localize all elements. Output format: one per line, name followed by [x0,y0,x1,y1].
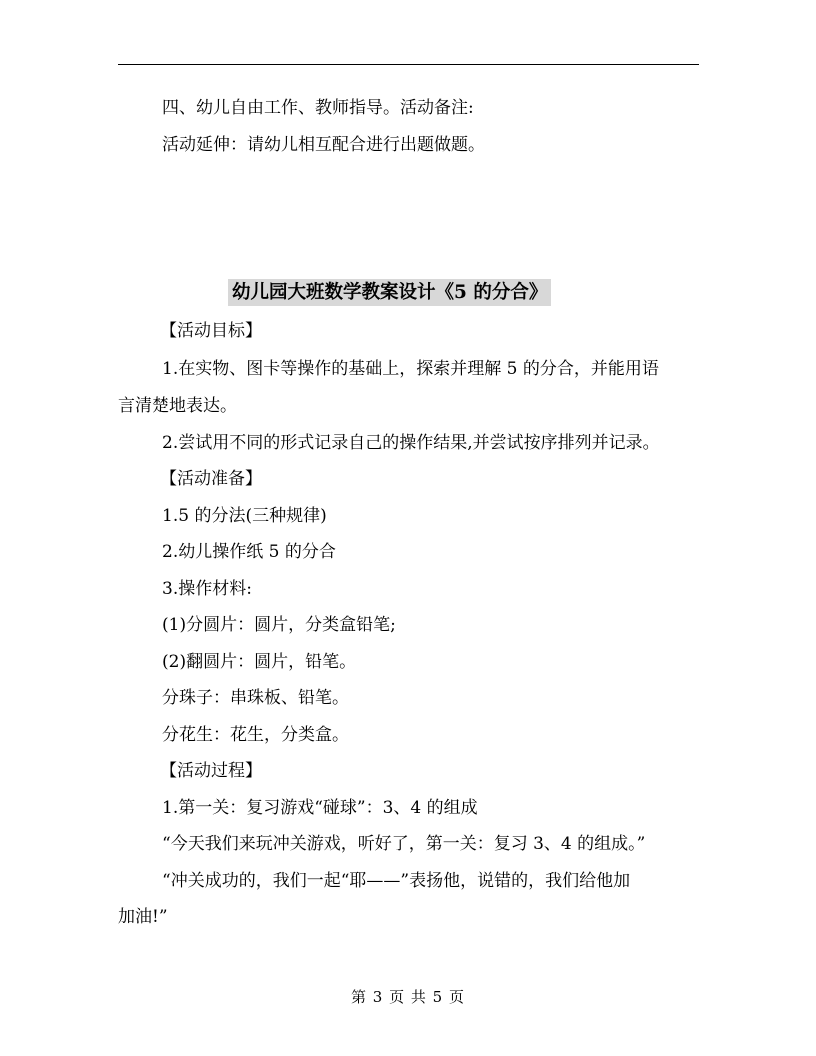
paragraph-line: 1.5 的分法(三种规律) [162,506,327,526]
header-rule [118,64,699,65]
section-heading: 【活动过程】 [160,761,262,781]
paragraph-line: 加油!” [118,907,168,927]
section-heading: 【活动目标】 [160,321,262,341]
paragraph-line: (1)分圆片：圆片，分类盒铅笔; [162,615,396,635]
paragraph-line: 言清楚地表达。 [118,396,237,416]
paragraph-line: “今天我们来玩冲关游戏，听好了，第一关：复习 3、4 的组成。” [162,834,646,854]
paragraph-line: 1.在实物、图卡等操作的基础上，探索并理解 5 的分合，并能用语 [162,359,659,379]
paragraph-line: 3.操作材料: [162,579,252,599]
paragraph-line: “冲关成功的，我们一起“耶——”表扬他，说错的，我们给他加 [162,871,631,891]
paragraph-line: 分花生：花生，分类盒。 [162,725,349,745]
paragraph-line: 活动延伸：请幼儿相互配合进行出题做题。 [162,135,485,155]
paragraph-line: 分珠子：串珠板、铅笔。 [162,688,349,708]
paragraph-line: 四、幼儿自由工作、教师指导。活动备注: [162,98,474,118]
paragraph-line: 2.尝试用不同的形式记录自己的操作结果,并尝试按序排列并记录。 [162,433,660,453]
page-footer: 第 3 页 共 5 页 [351,988,465,1006]
section-heading: 【活动准备】 [160,469,262,489]
paragraph-line: 1.第一关：复习游戏“碰球”：3、4 的组成 [162,798,478,818]
paragraph-line: 2.幼儿操作纸 5 的分合 [162,542,336,562]
paragraph-line: (2)翻圆片：圆片，铅笔。 [162,652,357,672]
document-title: 幼儿园大班数学教案设计《5 的分合》 [228,279,551,306]
